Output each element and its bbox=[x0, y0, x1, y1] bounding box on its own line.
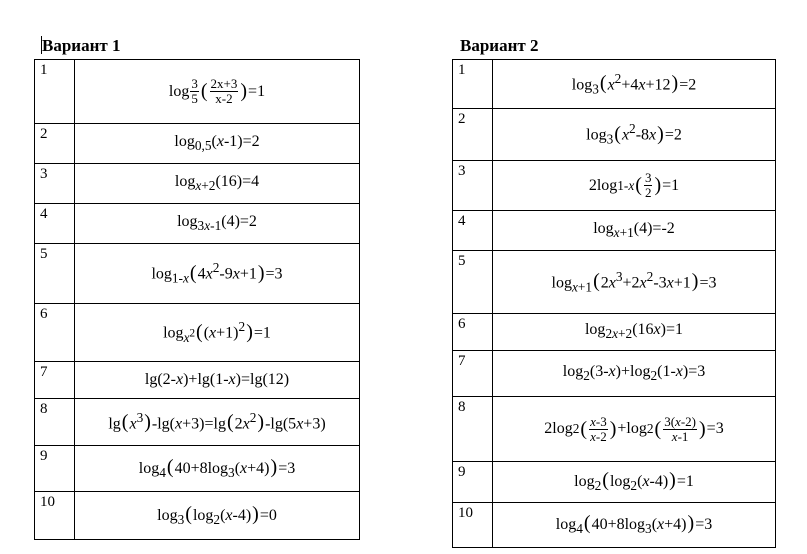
row-number: 9 bbox=[35, 446, 75, 492]
table-row bbox=[453, 211, 776, 251]
equation: $\log_4(40+8\log_3(x+4))=3$ bbox=[75, 446, 360, 492]
table-row bbox=[35, 204, 360, 244]
table-row bbox=[35, 362, 360, 399]
row-number: 5 bbox=[35, 244, 75, 304]
table-row bbox=[453, 351, 776, 397]
row-number: 1 bbox=[453, 60, 493, 109]
equation: 2log 1-x ( $\frac{3}{2}$ ) =1 bbox=[493, 161, 776, 211]
table-row bbox=[35, 244, 360, 304]
row-number: 4 bbox=[453, 211, 493, 251]
row-number: 5 bbox=[453, 251, 493, 314]
row-number: 9 bbox=[453, 462, 493, 503]
row-number: 8 bbox=[453, 397, 493, 462]
table-row bbox=[453, 109, 776, 161]
equation: $\log_{x+1}(2x^3+2x^2-3x+1)=3$ bbox=[493, 251, 776, 314]
row-number: 1 bbox=[35, 60, 75, 124]
equation: $\log_3(x^2-8x)=2$ bbox=[493, 109, 776, 161]
row-number: 4 bbox=[35, 204, 75, 244]
table-row bbox=[35, 446, 360, 492]
table-row bbox=[35, 164, 360, 204]
table-row bbox=[453, 397, 776, 462]
equation: 2log 2 ( $\frac{x-3}{x-2}$ ) +log 2 ( $\frac{3(x-2)}{x-1}$ ) =3 bbox=[493, 397, 776, 462]
table-row bbox=[453, 314, 776, 351]
equation: $\log_3(\log_2(x-4))=0$ bbox=[75, 492, 360, 540]
equation: $\log_{2x+2}(16x)=1$ bbox=[493, 314, 776, 351]
variant2-title: Вариант 2 bbox=[460, 36, 539, 55]
equation: $\log_{0,5}(x-1)=2$ bbox=[75, 124, 360, 164]
equation: lg(2-x)+lg(1-x)=lg(12) bbox=[75, 362, 360, 399]
row-number: 6 bbox=[453, 314, 493, 351]
row-number: 2 bbox=[35, 124, 75, 164]
row-number: 8 bbox=[35, 399, 75, 446]
row-number: 2 bbox=[453, 109, 493, 161]
row-number: 6 bbox=[35, 304, 75, 362]
equation: $\log_2(\log_2(x-4))=1$ bbox=[493, 462, 776, 503]
equation: $\log_{x+1}(4)=-2$ bbox=[493, 211, 776, 251]
variant2-table bbox=[452, 59, 776, 548]
table-row bbox=[35, 124, 360, 164]
variant1-table bbox=[34, 59, 360, 540]
equation: $\log_{3x-1}(4)=2$ bbox=[75, 204, 360, 244]
equation: $\log_4(40+8\log_3(x+4))=3$ bbox=[493, 503, 776, 548]
table-row bbox=[453, 503, 776, 548]
row-number: 3 bbox=[453, 161, 493, 211]
table-row bbox=[35, 492, 360, 540]
row-number: 10 bbox=[453, 503, 493, 548]
table-row bbox=[35, 60, 360, 124]
variant1-title: Вариант 1 bbox=[42, 36, 121, 55]
equation: $\lg(x^3)-\lg(x+3)=\lg(2x^2)-\lg(5x+3)$ bbox=[75, 399, 360, 446]
equation: $\log_2(3-x)+\log_2(1-x)=3$ bbox=[493, 351, 776, 397]
equation: $\log_3(x^2+4x+12)=2$ bbox=[493, 60, 776, 109]
table-row bbox=[453, 161, 776, 211]
table-row bbox=[453, 60, 776, 109]
row-number: 10 bbox=[35, 492, 75, 540]
equation: log $\frac{3}{5}$ ( $\frac{2x+3}{x-2}$ ) =1 bbox=[75, 60, 360, 124]
table-row bbox=[35, 399, 360, 446]
table-row bbox=[35, 304, 360, 362]
table-row bbox=[453, 462, 776, 503]
table-row bbox=[453, 251, 776, 314]
equation: $\log_{x^2}((x+1)^2)=1$ bbox=[75, 304, 360, 362]
row-number: 3 bbox=[35, 164, 75, 204]
equation: $\log_{1-x}(4x^2-9x+1)=3$ bbox=[75, 244, 360, 304]
equation: $\log_{x+2}(16)=4$ bbox=[75, 164, 360, 204]
row-number: 7 bbox=[35, 362, 75, 399]
row-number: 7 bbox=[453, 351, 493, 397]
